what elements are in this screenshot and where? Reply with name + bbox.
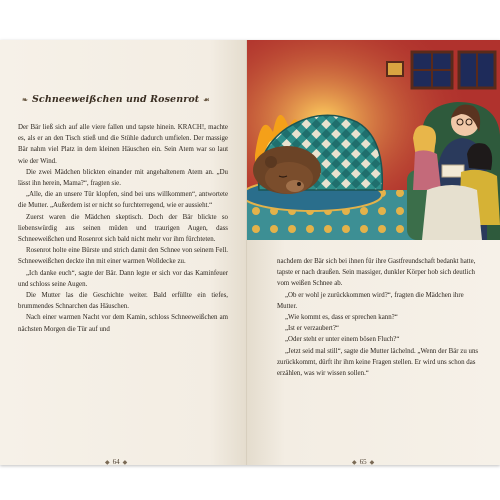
- right-page-text: [277, 256, 482, 379]
- ornament-icon: ◆: [122, 459, 128, 466]
- ornament-icon: ◆: [352, 459, 357, 465]
- paragraph: „Wie kommt es, dass er sprechen kann?“: [285, 314, 398, 322]
- page-number-left: [105, 458, 127, 466]
- paragraph: nachdem der Bär sich bei ihnen für ihre Gastfreundschaft bedankt hatte, tapste er nach draußen. Sein massiger, dunkler Körper hob sich deutlich vom weißen Schnee ab.: [277, 258, 476, 288]
- bear-snout: [286, 180, 304, 192]
- quilt: [422, 185, 482, 240]
- paragraph: Der Bär ließ sich auf alle viere fallen und tapste hinein. KRACH!, machte es, als er an den Tisch stieß und die Stühle dadurch umfielen. Der massige Bär nahm viel Platz in dem kleinen Häuschen ein. Sein Atem war so laut wie der Wind.: [18, 124, 228, 165]
- paragraph: „Ist er verzaubert?“: [285, 325, 339, 333]
- paragraph: „Ob er wohl je zurückkommen wird?“, fragten die Mädchen ihre Mutter.: [277, 291, 464, 310]
- illustration: [247, 40, 500, 240]
- chapter-title-text: Schneeweißchen und Rosenrot: [31, 94, 200, 105]
- picture-frame: [387, 62, 403, 76]
- page-number-right: [352, 458, 374, 465]
- page-number-text: 65: [359, 458, 367, 465]
- paragraph: Zuerst waren die Mädchen skeptisch. Doch der Bär blickte so liebenswürdig aus seinen müden und traurigen Augen, dass Schneeweißchen und Rosenrot sich bald nicht mehr vor ihm fürchteten.: [18, 213, 228, 244]
- flourish-left-icon: ❧: [22, 95, 28, 104]
- page-number-text: 64: [112, 458, 120, 466]
- left-page-text: [18, 122, 228, 335]
- bear-ear: [265, 156, 277, 168]
- chapter-title: [22, 94, 222, 105]
- paragraph: „Oder steht er unter einem bösen Fluch?“: [285, 336, 400, 344]
- paragraph: „Jetzt seid mal still“, sagte die Mutter lächelnd. „Wenn der Bär zu uns zurückkommt, dürft ihr ihm keine Fragen stellen. Er wird uns schon das erzählen, was wir wissen sollen.“: [277, 347, 479, 378]
- open-book: [442, 165, 464, 177]
- paragraph: Rosenrot holte eine Bürste und strich damit den Schnee von seinem Fell. Schneeweißchen deckte ihn mit einer warmen Wolldecke zu.: [18, 247, 228, 266]
- paragraph: Die zwei Mädchen blickten einander mit angehaltenem Atem an. „Du lässt ihn herein, Mama?“, fragten sie.: [18, 168, 228, 188]
- paragraph: „Alle, die an unsere Tür klopfen, sind bei uns willkommen“, antwortete die Mutter. „Außerdem ist er nicht so furchterregend, wie er aussieht.“: [18, 191, 228, 210]
- paragraph: Die Mutter las die Geschichte weiter. Bald erfüllte ein tiefes, brummendes Schnarchen das Häuschen.: [18, 292, 228, 311]
- ornament-icon: ◆: [369, 459, 375, 465]
- ornament-icon: ◆: [105, 459, 110, 466]
- book-spread: [0, 40, 500, 465]
- paragraph: „Ich danke euch“, sagte der Bär. Dann legte er sich vor das Kaminfeuer und schloss seine Augen.: [18, 269, 228, 288]
- left-page: [0, 40, 247, 465]
- flourish-right-icon: ☙: [203, 95, 210, 104]
- paragraph: Nach einer warmen Nacht vor dem Kamin, schloss Schneeweißchen am nächsten Morgen die Tür auf und: [18, 314, 228, 333]
- right-page: [247, 40, 500, 465]
